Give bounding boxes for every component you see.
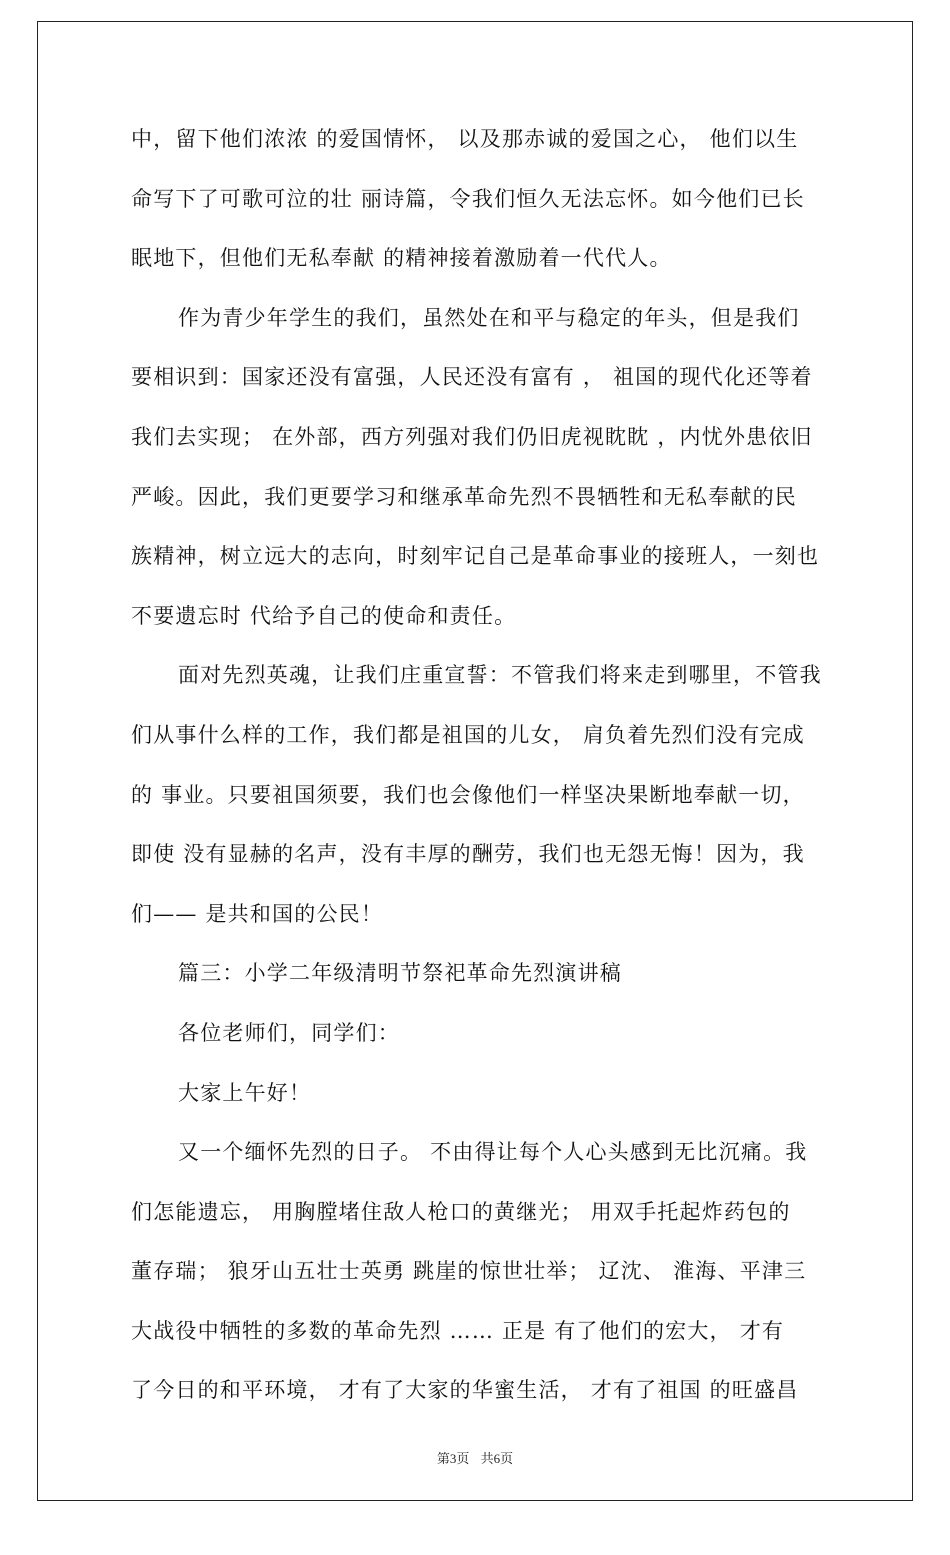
text-line: 大战役中牺牲的多数的革命先烈 …… 正是 有了他们的宏大， 才有 [131, 1318, 785, 1343]
text-line: 们—— 是共和国的公民！ [131, 901, 384, 926]
text-line: 面对先烈英魂，让我们庄重宣誓：不管我们将来走到哪里，不管我 [178, 663, 822, 688]
text-line: 们从事什么样的工作，我们都是祖国的儿女， 肩负着先烈们没有完成 [131, 722, 805, 747]
greeting: 大家上午好！ [178, 1080, 312, 1105]
salutation: 各位老师们，同学们： [178, 1020, 400, 1045]
text-line: 即使 没有显赫的名声，没有丰厚的酬劳，我们也无怨无悔！因为，我 [131, 842, 805, 867]
text-line: 作为青少年学生的我们，虽然处在和平与稳定的年头，但是我们 [178, 305, 800, 330]
section-heading: 篇三：小学二年级清明节祭祀革命先烈演讲稿 [178, 961, 622, 986]
text-line: 不要遗忘时 代给予自己的使命和责任。 [131, 603, 517, 628]
text-line: 了今日的和平环境， 才有了大家的华蜜生活， 才有了祖国 的旺盛昌 [131, 1378, 799, 1403]
page-footer [0, 1448, 950, 1467]
text-line: 我们去实现； 在外部，西方列强对我们仍旧虎视眈眈 ，内忧外患依旧 [131, 424, 813, 449]
page-total: 共6页 [480, 1451, 514, 1466]
text-line: 命写下了可歌可泣的壮 丽诗篇，令我们恒久无法忘怀。如今他们已长 [131, 186, 805, 211]
page-number: 第3页 [436, 1451, 470, 1466]
text-line: 的 事业。只要祖国须要，我们也会像他们一样坚决果断地奉献一切， [131, 782, 805, 807]
text-line: 又一个缅怀先烈的日子。 不由得让每个人心头感到无比沉痛。我 [178, 1140, 808, 1165]
text-line: 要相识到：国家还没有富强，人民还没有富有 ， 祖国的现代化还等着 [131, 365, 813, 390]
text-line: 董存瑞； 狼牙山五壮士英勇 跳崖的惊世壮举； 辽沈、 淮海、平津三 [131, 1259, 807, 1284]
text-line: 严峻。因此，我们更要学习和继承革命先烈不畏牺牲和无私奉献的民 [131, 484, 797, 509]
text-line: 族精神，树立远大的志向，时刻牢记自己是革命事业的接班人，一刻也 [131, 544, 820, 569]
text-line: 中，留下他们浓浓 的爱国情怀， 以及那赤诚的爱国之心， 他们以生 [131, 127, 799, 151]
text-line: 们怎能遗忘， 用胸膛堵住敌人枪口的黄继光； 用双手托起炸药包的 [131, 1199, 791, 1224]
document-body [131, 110, 821, 1421]
text-line: 眠地下，但他们无私奉献 的精神接着激励着一代代人。 [131, 246, 672, 271]
